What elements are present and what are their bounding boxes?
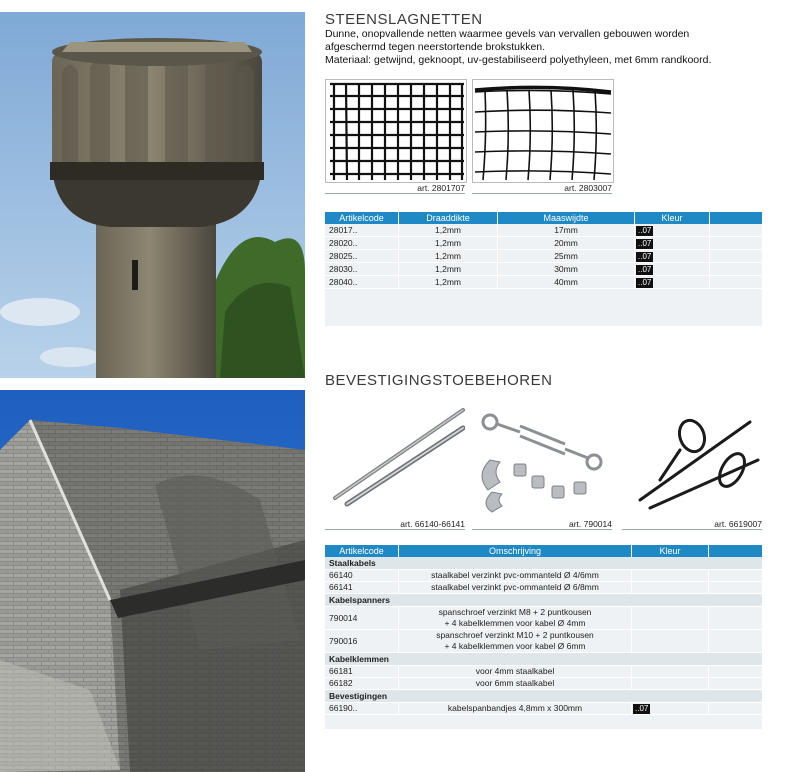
group-label: Staalkabels xyxy=(329,558,376,568)
image-caption: art. 2803007 xyxy=(564,183,612,193)
cell-draaddikte: 1,2mm xyxy=(399,263,498,275)
cell-artikelcode: 66182 xyxy=(325,678,399,689)
col-header: Draaddikte xyxy=(399,212,498,224)
section-description xyxy=(325,28,765,67)
cell-kleur xyxy=(635,237,710,249)
image-caption: art. 2801707 xyxy=(417,183,465,193)
table-row xyxy=(325,570,762,582)
cell-draaddikte: 1,2mm xyxy=(399,276,498,288)
caption-divider xyxy=(472,529,612,530)
section-title-bevestigingstoebehoren: BEVESTIGINGSTOEBEHOREN xyxy=(325,372,553,389)
cell-draaddikte: 1,2mm xyxy=(399,237,498,249)
group-row xyxy=(325,557,762,570)
cell-omschrijving: staalkabel verzinkt pvc-ommanteld Ø 4/6mm xyxy=(399,570,632,581)
photo-water-tower xyxy=(0,12,305,378)
cell-empty xyxy=(709,678,762,689)
group-row xyxy=(325,594,762,607)
cell-artikelcode: 790016 xyxy=(325,630,399,652)
image-caption: art. 66140-66141 xyxy=(400,519,465,529)
cell-artikelcode: 28025.. xyxy=(325,250,399,262)
table-row xyxy=(325,237,762,250)
color-swatch-black: ..07 xyxy=(638,265,652,274)
cell-empty xyxy=(709,630,762,652)
cell-empty xyxy=(709,582,762,593)
cell-artikelcode: 28020.. xyxy=(325,237,399,249)
cell-omschrijving: kabelspanbandjes 4,8mm x 300mm xyxy=(399,703,632,714)
table-row xyxy=(325,582,762,594)
table-filler xyxy=(325,715,762,729)
table-row xyxy=(325,666,762,678)
cell-empty xyxy=(710,276,762,288)
cell-kleur xyxy=(632,678,709,689)
cell-kleur xyxy=(632,703,709,714)
caption-divider xyxy=(325,193,465,194)
cell-draaddikte: 1,2mm xyxy=(399,250,498,262)
cell-maaswijdte: 30mm xyxy=(498,263,635,275)
group-label: Bevestigingen xyxy=(329,691,388,701)
cell-artikelcode: 66141 xyxy=(325,582,399,593)
group-row xyxy=(325,653,762,666)
group-row xyxy=(325,690,762,703)
cell-maaswijdte: 17mm xyxy=(498,224,635,236)
net-image-fine xyxy=(325,79,467,183)
col-header: Maaswijdte xyxy=(498,212,635,224)
table-row xyxy=(325,276,762,289)
cell-empty xyxy=(710,250,762,262)
cell-maaswijdte: 20mm xyxy=(498,237,635,249)
cell-empty xyxy=(710,237,762,249)
cell-kleur xyxy=(632,582,709,593)
cell-artikelcode: 28030.. xyxy=(325,263,399,275)
cell-draaddikte: 1,2mm xyxy=(399,224,498,236)
table-row xyxy=(325,607,762,630)
cell-kleur xyxy=(635,224,710,236)
col-header-empty xyxy=(710,212,762,224)
color-swatch-black: ..07 xyxy=(638,226,652,235)
cell-maaswijdte: 40mm xyxy=(498,276,635,288)
cell-empty xyxy=(710,224,762,236)
description-line: Materiaal: getwijnd, geknoopt, uv-gestabiliseerd polyethyleen, met 6mm randkoord. xyxy=(325,54,712,66)
table-row xyxy=(325,263,762,276)
cell-artikelcode: 28040.. xyxy=(325,276,399,288)
cell-kleur xyxy=(635,276,710,288)
cell-empty xyxy=(709,570,762,581)
col-header: Kleur xyxy=(635,212,710,224)
table-header xyxy=(325,212,762,224)
col-header-empty xyxy=(709,545,762,557)
table-filler xyxy=(325,289,762,326)
accessories-table xyxy=(325,545,762,729)
col-header: Omschrijving xyxy=(399,545,632,557)
table-row xyxy=(325,630,762,653)
cell-omschrijving: spanschroef verzinkt M10 + 2 puntkousen + 4 kabelklemmen voor kabel Ø 6mm xyxy=(399,630,632,652)
table-header xyxy=(325,545,762,557)
cell-kleur xyxy=(632,666,709,677)
cell-empty xyxy=(709,607,762,629)
cable-ties-image xyxy=(620,400,765,518)
color-swatch-black: ..07 xyxy=(638,239,652,248)
image-caption: art. 790014 xyxy=(568,519,612,529)
col-header: Artikelcode xyxy=(325,545,399,557)
net-image-coarse xyxy=(472,79,614,183)
description-line: Dunne, onopvallende netten waarmee gevels van vervallen gebouwen worden xyxy=(325,28,690,40)
turnbuckle-image xyxy=(470,400,615,518)
cell-omschrijving: spanschroef verzinkt M8 + 2 puntkousen + 4 kabelklemmen voor kabel Ø 4mm xyxy=(399,607,632,629)
section-title-steenslagnetten: STEENSLAGNETTEN xyxy=(325,11,483,28)
cell-kleur xyxy=(632,607,709,629)
cell-omschrijving: staalkabel verzinkt pvc-ommanteld Ø 6/8mm xyxy=(399,582,632,593)
color-swatch-black: ..07 xyxy=(638,278,652,287)
cell-artikelcode: 66190.. xyxy=(325,703,399,714)
photo-building-facade xyxy=(0,390,305,772)
cell-artikelcode: 66181 xyxy=(325,666,399,677)
col-header: Artikelcode xyxy=(325,212,399,224)
col-header: Kleur xyxy=(632,545,709,557)
cell-empty xyxy=(709,703,762,714)
caption-divider xyxy=(325,529,465,530)
cell-maaswijdte: 25mm xyxy=(498,250,635,262)
cell-artikelcode: 790014 xyxy=(325,607,399,629)
caption-divider xyxy=(472,193,612,194)
net-table xyxy=(325,212,762,326)
cell-artikelcode: 28017.. xyxy=(325,224,399,236)
cell-omschrijving: voor 6mm staalkabel xyxy=(399,678,632,689)
cell-kleur xyxy=(632,570,709,581)
caption-divider xyxy=(622,529,762,530)
cell-kleur xyxy=(635,250,710,262)
table-row xyxy=(325,703,762,715)
cell-artikelcode: 66140 xyxy=(325,570,399,581)
group-label: Kabelspanners xyxy=(329,595,390,605)
cell-omschrijving: voor 4mm staalkabel xyxy=(399,666,632,677)
color-swatch-black: ..07 xyxy=(635,704,649,713)
table-row xyxy=(325,224,762,237)
cell-kleur xyxy=(635,263,710,275)
cell-kleur xyxy=(632,630,709,652)
image-caption: art. 6619007 xyxy=(714,519,762,529)
description-line: afgeschermd tegen neerstortende brokstukken. xyxy=(325,41,546,53)
steel-cable-image xyxy=(325,400,465,518)
table-row xyxy=(325,250,762,263)
group-label: Kabelklemmen xyxy=(329,654,389,664)
cell-empty xyxy=(709,666,762,677)
cell-empty xyxy=(710,263,762,275)
table-row xyxy=(325,678,762,690)
color-swatch-black: ..07 xyxy=(638,252,652,261)
